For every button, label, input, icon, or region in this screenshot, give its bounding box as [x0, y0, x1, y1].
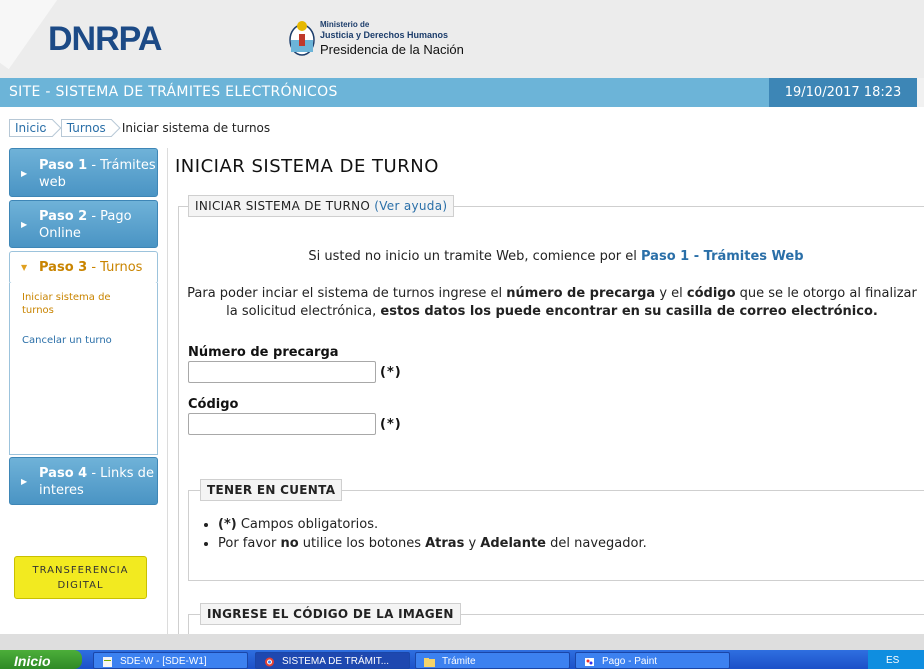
breadcrumb-current: Iniciar sistema de turnos [121, 121, 271, 135]
note-nav-c: utilice los botones [298, 536, 426, 551]
taskbar-item-paint[interactable] [575, 652, 730, 669]
step-2-number: Paso 2 [39, 209, 88, 224]
step-4-label [39, 465, 154, 499]
step-4-title-line2: interes [39, 483, 84, 498]
taskbar-item-tramite-label: Trámite [442, 656, 476, 667]
step-3-number: Paso 3 [39, 260, 88, 275]
taskbar-item-paint-label: Pago - Paint [602, 656, 658, 667]
transfer-line1: TRANSFERENCIA [32, 565, 129, 576]
chevron-right-icon: ▶ [21, 220, 28, 229]
step-2-title: - Pago [87, 209, 132, 224]
step-3-label [39, 259, 142, 276]
step-1-title-line2: web [39, 175, 66, 190]
form-legend [188, 195, 454, 217]
step-3-panel [9, 283, 158, 455]
taskbar-item-browser[interactable] [255, 652, 410, 669]
step-1-number: Paso 1 [39, 158, 88, 173]
instructions-part-b: número de precarga [506, 286, 656, 301]
system-titlebar [0, 78, 924, 107]
taskbar-item-tramite[interactable] [415, 652, 570, 669]
step-2-label [39, 208, 132, 242]
chevron-right-icon: ▶ [21, 477, 28, 486]
sidebar-step-2[interactable] [9, 200, 158, 248]
notes-title: TENER EN CUENTA [200, 479, 342, 501]
step-4-number: Paso 4 [39, 466, 88, 481]
help-link[interactable]: (Ver ayuda) [374, 199, 448, 213]
folder-icon [424, 657, 435, 667]
dnrpa-logo[interactable]: DNRPA [48, 20, 162, 58]
note-nav-f: Adelante [480, 536, 546, 551]
sidebar-step-3[interactable] [9, 251, 158, 284]
codigo-input[interactable] [188, 413, 376, 435]
site-header [0, 0, 924, 78]
sidebar-step-1[interactable] [9, 148, 158, 197]
captcha-title: INGRESE EL CÓDIGO DE LA IMAGEN [200, 603, 461, 625]
intro-line [188, 249, 924, 264]
instructions-part-d: código [686, 286, 736, 301]
note-nav-d: Atras [425, 536, 465, 551]
note-nav-g: del navegador. [546, 536, 647, 551]
system-tray [868, 650, 924, 669]
note-nav-e: y [464, 536, 481, 551]
step-2-title-line2: Online [39, 226, 81, 241]
sublink-cancelar-turno[interactable]: Cancelar un turno [22, 335, 112, 346]
document-icon [102, 657, 113, 667]
page-title: INICIAR SISTEMA DE TURNO [175, 156, 439, 177]
instructions-part-a: Para poder inciar el sistema de turnos ingrese el [187, 286, 507, 301]
ministry-line-3: Presidencia de la Nación [320, 42, 464, 57]
chevron-right-icon: ▶ [21, 169, 28, 178]
note-required [218, 515, 647, 534]
content-divider [167, 148, 168, 638]
note-nav-a: Por favor [218, 536, 281, 551]
sublink-iniciar-line1: Iniciar sistema de [22, 292, 111, 303]
precarga-required-mark: (*) [380, 365, 402, 380]
paso-1-link[interactable]: Paso 1 - Trámites Web [641, 249, 804, 264]
taskbar-item-sdew-label: SDE-W - [SDE-W1] [120, 656, 207, 667]
page-bottom-band [0, 634, 924, 650]
step-3-title: - Turnos [87, 260, 143, 275]
note-nav-b: no [280, 536, 299, 551]
sublink-iniciar-turnos[interactable] [22, 291, 111, 317]
sidebar-step-4[interactable] [9, 457, 158, 505]
form-legend-text: INICIAR SISTEMA DE TURNO [195, 199, 371, 213]
note-required-text: Campos obligatorios. [236, 517, 379, 532]
chrome-icon [264, 657, 275, 667]
intro-text: Si usted no inicio un tramite Web, comience por el [308, 249, 641, 264]
language-indicator[interactable]: ES [886, 655, 900, 666]
breadcrumb-turnos[interactable]: Turnos [61, 119, 112, 137]
breadcrumb-inicio[interactable]: Inicio [9, 119, 53, 137]
instructions-part-c: y el [655, 286, 687, 301]
taskbar-item-sdew[interactable] [93, 652, 248, 669]
system-name: SITE - SISTEMA DE TRÁMITES ELECTRÓNICOS [9, 84, 338, 100]
breadcrumb [9, 118, 270, 138]
ministry-line-2: Justicia y Derechos Humanos [320, 30, 449, 40]
notes-list [204, 515, 647, 553]
transferencia-digital-button[interactable] [14, 556, 147, 599]
transfer-line2: DIGITAL [57, 580, 104, 591]
codigo-required-mark: (*) [380, 417, 402, 432]
note-required-mark: (*) [218, 517, 237, 532]
start-button[interactable]: Inicio [0, 650, 82, 669]
sublink-iniciar-line2: turnos [22, 305, 54, 316]
step-1-title: - Trámites [87, 158, 156, 173]
precarga-input[interactable] [188, 361, 376, 383]
step-4-title: - Links de [87, 466, 154, 481]
instructions-part-f: estos datos los puede encontrar en su casilla de correo electrónico. [380, 304, 878, 319]
national-seal-icon [288, 18, 316, 58]
ministry-line-1: Ministerio de [320, 20, 370, 29]
instructions-part-e: que se le otorgo al finalizar la solicitud electrónica, [226, 286, 917, 319]
datetime-badge: 19/10/2017 18:23 [769, 78, 917, 107]
note-navigation [218, 534, 647, 553]
taskbar-item-browser-label: SISTEMA DE TRÁMIT... [282, 656, 390, 667]
codigo-label: Código [188, 397, 239, 412]
step-1-label [39, 157, 156, 191]
paint-icon [584, 657, 595, 667]
instructions [180, 285, 924, 321]
precarga-label: Número de precarga [188, 345, 339, 360]
os-taskbar [0, 650, 924, 669]
titlebar-edge [917, 78, 924, 107]
chevron-down-icon: ▼ [21, 263, 28, 272]
